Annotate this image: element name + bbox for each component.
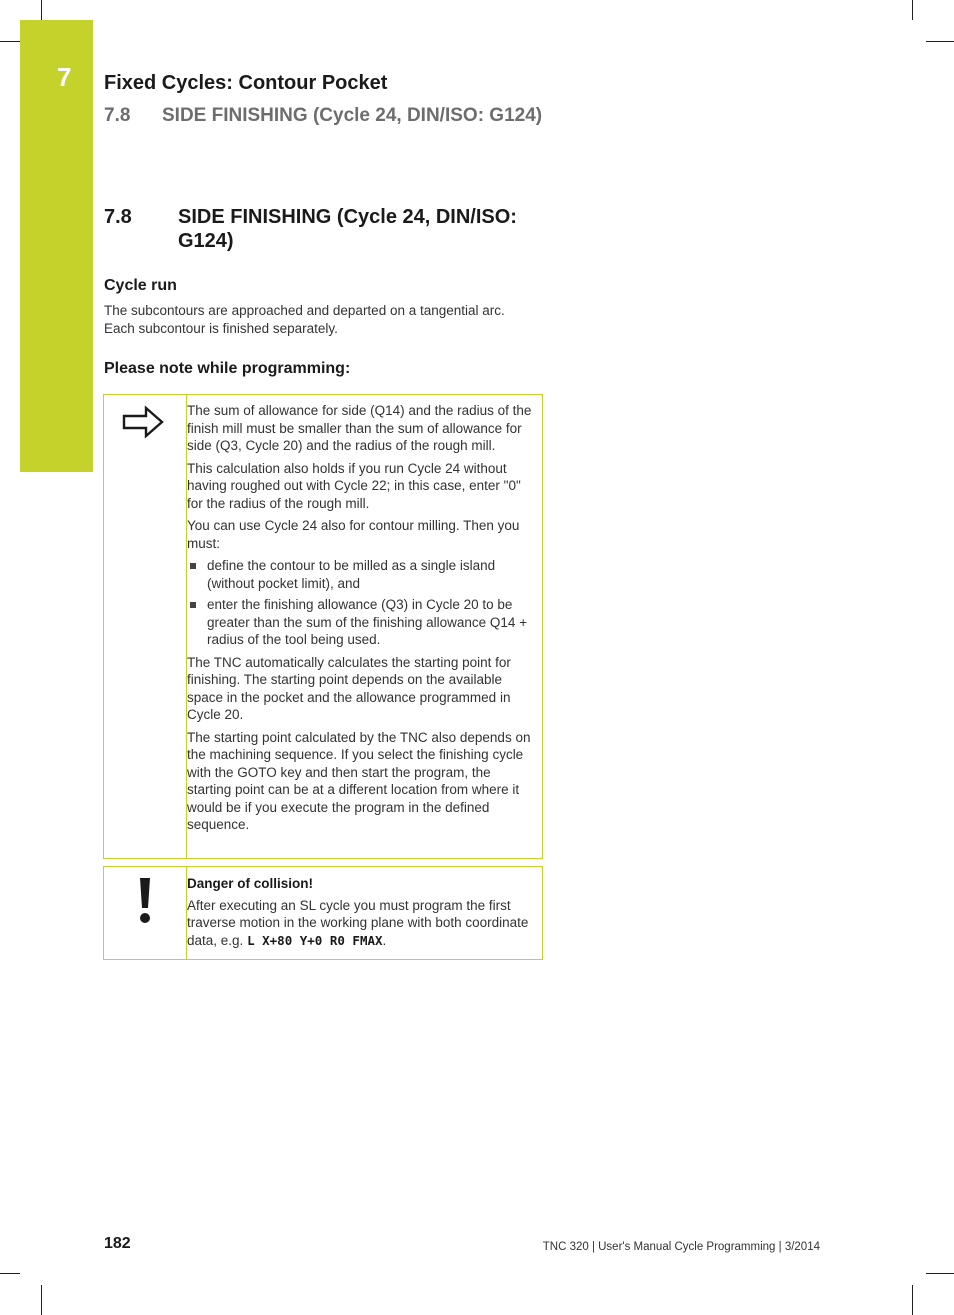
note-paragraph: This calculation also holds if you run Cycle 24 without having roughed out with Cycle 22; in this case, enter "0" for the radius of the rough mill. bbox=[187, 460, 521, 511]
list-item bbox=[187, 557, 534, 592]
chapter-number: 7 bbox=[57, 62, 72, 92]
crop-mark bbox=[912, 0, 913, 20]
crop-mark bbox=[912, 1285, 913, 1315]
programming-note-content bbox=[187, 402, 534, 839]
note-paragraph: The sum of allowance for side (Q14) and the radius of the finish mill must be smaller than the sum of allowance for side (Q3, Cycle 20) and the radius of the rough mill. bbox=[187, 403, 532, 453]
footer-text: TNC 320 | User's Manual Cycle Programming | 3/2014 bbox=[542, 1241, 820, 1253]
crop-mark bbox=[926, 1273, 954, 1274]
note-paragraph: The starting point calculated by the TNC also depends on the machining sequence. If you select the finishing cycle with the GOTO key and then start the program, the starting point can be at a different location from where it would be if you execute the program in the defined sequence. bbox=[187, 729, 531, 832]
running-header-title: Fixed Cycles: Contour Pocket bbox=[104, 72, 388, 94]
list-item-text: define the contour to be milled as a single island (without pocket limit), and bbox=[207, 558, 496, 591]
programming-note-box bbox=[103, 394, 543, 859]
bullet-icon bbox=[190, 563, 196, 569]
danger-title: Danger of collision! bbox=[187, 876, 314, 891]
crop-mark bbox=[41, 0, 42, 20]
danger-text-body: After executing an SL cycle you must program the first traverse motion in the working plane with both coordinate data, e.g. bbox=[187, 897, 529, 948]
arrow-right-icon bbox=[122, 405, 166, 441]
page-number: 182 bbox=[104, 1235, 131, 1252]
section-title: SIDE FINISHING (Cycle 24, DIN/ISO: G124) bbox=[178, 206, 517, 252]
code-snippet: L X+80 Y+0 R0 FMAX bbox=[247, 932, 383, 948]
note-icon-column bbox=[104, 867, 187, 959]
list-item-text: enter the finishing allowance (Q3) in Cycle 20 to be greater than the sum of the finishing allowance Q14 + radius of the tool being used. bbox=[207, 597, 528, 647]
note-bullet-list bbox=[187, 557, 534, 649]
note-paragraph: The TNC automatically calculates the starting point for finishing. The starting point depends on the available space in the pocket and the allowance programmed in Cycle 20. bbox=[187, 654, 511, 722]
danger-note-box bbox=[103, 866, 543, 960]
crop-mark bbox=[926, 41, 954, 42]
running-header-section bbox=[104, 105, 542, 127]
bullet-icon bbox=[190, 602, 196, 608]
running-section-number: 7.8 bbox=[104, 105, 131, 126]
list-item bbox=[187, 596, 534, 649]
danger-note-content bbox=[187, 875, 534, 949]
exclamation-icon bbox=[138, 878, 152, 926]
crop-mark bbox=[41, 1285, 42, 1315]
programming-note-heading: Please note while programming: bbox=[104, 360, 351, 377]
section-number: 7.8 bbox=[104, 206, 132, 228]
cycle-run-text: The subcontours are approached and departed on a tangential arc. Each subcontour is finished separately. bbox=[104, 303, 505, 336]
section-heading bbox=[104, 205, 544, 253]
danger-text bbox=[187, 897, 534, 950]
crop-mark bbox=[0, 41, 20, 42]
running-section-title: SIDE FINISHING (Cycle 24, DIN/ISO: G124) bbox=[162, 105, 543, 126]
crop-mark bbox=[0, 1273, 20, 1274]
note-paragraph: You can use Cycle 24 also for contour milling. Then you must: bbox=[187, 518, 520, 551]
cycle-run-heading: Cycle run bbox=[104, 277, 177, 294]
danger-text-end: . bbox=[382, 932, 387, 948]
note-icon-column bbox=[104, 395, 187, 858]
